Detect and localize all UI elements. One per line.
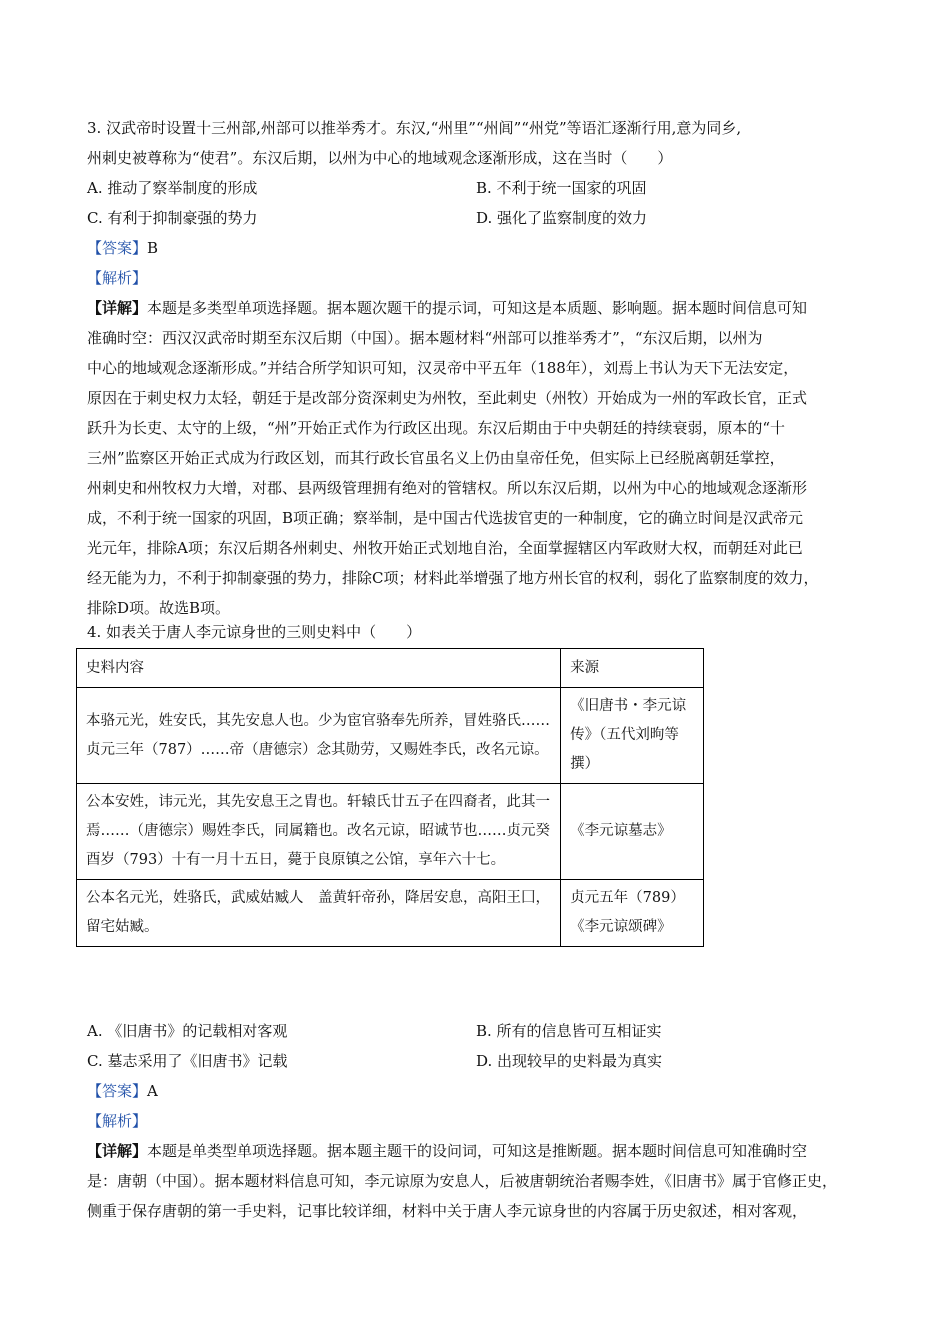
table-header-content: 史料内容 <box>77 649 561 688</box>
q4-option-c: C. 墓志采用了《旧唐书》记载 <box>87 1052 288 1070</box>
q3-detail-line: 跃升为长吏、太守的上级，“州”开始正式作为行政区出现。东汉后期由于中央朝廷的持续衰弱，原本的“十 <box>87 419 786 437</box>
q3-stem-line-1: 3. 汉武帝时设置十三州部,州部可以推举秀才。东汉,“州里”“州闾”“州党”等语汇逐渐行用,意为同乡, <box>87 119 742 137</box>
q3-stem-line-2: 州刺史被尊称为“使君”。东汉后期，以州为中心的地域观念逐渐形成，这在当时（ ） <box>87 149 673 167</box>
q3-option-d: D. 强化了监察制度的效力 <box>476 209 648 227</box>
table-cell-content: 本骆元光，姓安氏，其先安息人也。少为宦官骆奉先所养，冒姓骆氏……贞元三年（787）……帝（唐德宗）念其勋劳，又赐姓李氏，改名元谅。 <box>77 688 561 784</box>
q4-option-a: A. 《旧唐书》的记载相对客观 <box>87 1022 288 1040</box>
q3-answer-value: B <box>147 239 159 257</box>
table-header-source: 来源 <box>561 649 704 688</box>
q3-detail-line: 中心的地域观念逐渐形成。”并结合所学知识可知，汉灵帝中平五年（188年），刘焉上书认为天下无法安定， <box>87 359 799 377</box>
q3-detail-line: 州刺史和州牧权力大增，对郡、县两级管理拥有绝对的管辖权。所以东汉后期，以州为中心的地域观念逐渐形 <box>87 479 808 497</box>
q4-detail-line: 是：唐朝（中国）。据本题材料信息可知，李元谅原为安息人，后被唐朝统治者赐李姓，《旧唐书》属于官修正史， <box>87 1172 838 1190</box>
q3-detail-line: 原因在于刺史权力太轻，朝廷于是改部分资深刺史为州牧，至此刺史（州牧）开始成为一州的军政长官，正式 <box>87 389 808 407</box>
q4-answer-tag: 【答案】 <box>87 1082 148 1100</box>
q3-detail-line: 成，不利于统一国家的巩固，B项正确；察举制，是中国古代选拔官吏的一种制度，它的确立时间是汉武帝元 <box>87 509 804 527</box>
q4-stem: 4. 如表关于唐人李元谅身世的三则史料中（ ） <box>87 623 422 641</box>
q3-analysis-tag: 【解析】 <box>87 269 148 287</box>
q3-detail-line: 三州”监察区开始正式成为行政区划，而其行政长官虽名义上仍由皇帝任免，但实际上已经脱离朝廷掌控， <box>87 449 785 467</box>
q4-analysis-tag: 【解析】 <box>87 1112 148 1130</box>
q3-answer-tag: 【答案】 <box>87 239 148 257</box>
table-cell-content: 公本安姓，讳元光，其先安息王之胄也。轩辕氏廿五子在四裔者，此其一焉……（唐德宗）赐姓李氏，同属籍也。改名元谅，昭诚节也……贞元癸酉岁（793）十有一月十五日，薨于良原镇之公馆，享年六十七。 <box>77 784 561 880</box>
q4-option-b: B. 所有的信息皆可互相证实 <box>476 1022 662 1040</box>
table-cell-source: 贞元五年（789）《李元谅颂碑》 <box>561 880 704 947</box>
table-row <box>77 688 704 784</box>
q4-detail-line: 侧重于保存唐朝的第一手史料，记事比较详细，材料中关于唐人李元谅身世的内容属于历史叙述，相对客观， <box>87 1202 808 1220</box>
q3-detail-line: 排除D项。故选B项。 <box>87 599 231 617</box>
q4-answer-value: A <box>147 1082 158 1100</box>
source-table <box>76 648 704 947</box>
q3-detail-first: 本题是多类型单项选择题。据本题次题干的提示词，可知这是本质题、影响题。据本题时间信息可知 <box>147 299 808 317</box>
q3-answer-line <box>87 238 872 258</box>
table-cell-source: 《旧唐书・李元谅传》（五代刘昫等撰） <box>561 688 704 784</box>
q4-answer-line <box>87 1081 872 1101</box>
table-row <box>77 880 704 947</box>
q3-option-a: A. 推动了察举制度的形成 <box>87 179 258 197</box>
q3-option-b: B. 不利于统一国家的巩固 <box>476 179 647 197</box>
table-row <box>77 784 704 880</box>
q3-detail-line: 准确时空：西汉汉武帝时期至东汉后期（中国）。据本题材料“州部可以推举秀才”，“东汉后期，以州为 <box>87 329 763 347</box>
q4-detail-tag: 【详解】 <box>87 1142 148 1160</box>
q3-detail-line: 经无能为力，不利于抑制豪强的势力，排除C项；材料此举增强了地方州长官的权利，弱化了监察制度的效力， <box>87 569 819 587</box>
q3-option-c: C. 有利于抑制豪强的势力 <box>87 209 258 227</box>
q3-detail-tag: 【详解】 <box>87 299 148 317</box>
q3-detail-line-1 <box>87 298 872 318</box>
table-cell-source: 《李元谅墓志》 <box>561 784 704 880</box>
q4-detail-first: 本题是单类型单项选择题。据本题主题干的设问词，可知这是推断题。据本题时间信息可知准确时空 <box>147 1142 808 1160</box>
q4-detail-line-1 <box>87 1141 872 1161</box>
q4-option-d: D. 出现较早的史料最为真实 <box>476 1052 663 1070</box>
table-cell-content: 公本名元光，姓骆氏，武威姑臧人 盖黄轩帝孙，降居安息，高阳王囗，留宅姑臧。 <box>77 880 561 947</box>
table-header-row <box>77 649 704 688</box>
q4-analysis-line <box>87 1111 872 1131</box>
q3-analysis-line <box>87 268 872 288</box>
q3-detail-line: 光元年，排除A项；东汉后期各州刺史、州牧开始正式划地自治，全面掌握辖区内军政财大权，而朝廷对此已 <box>87 539 803 557</box>
